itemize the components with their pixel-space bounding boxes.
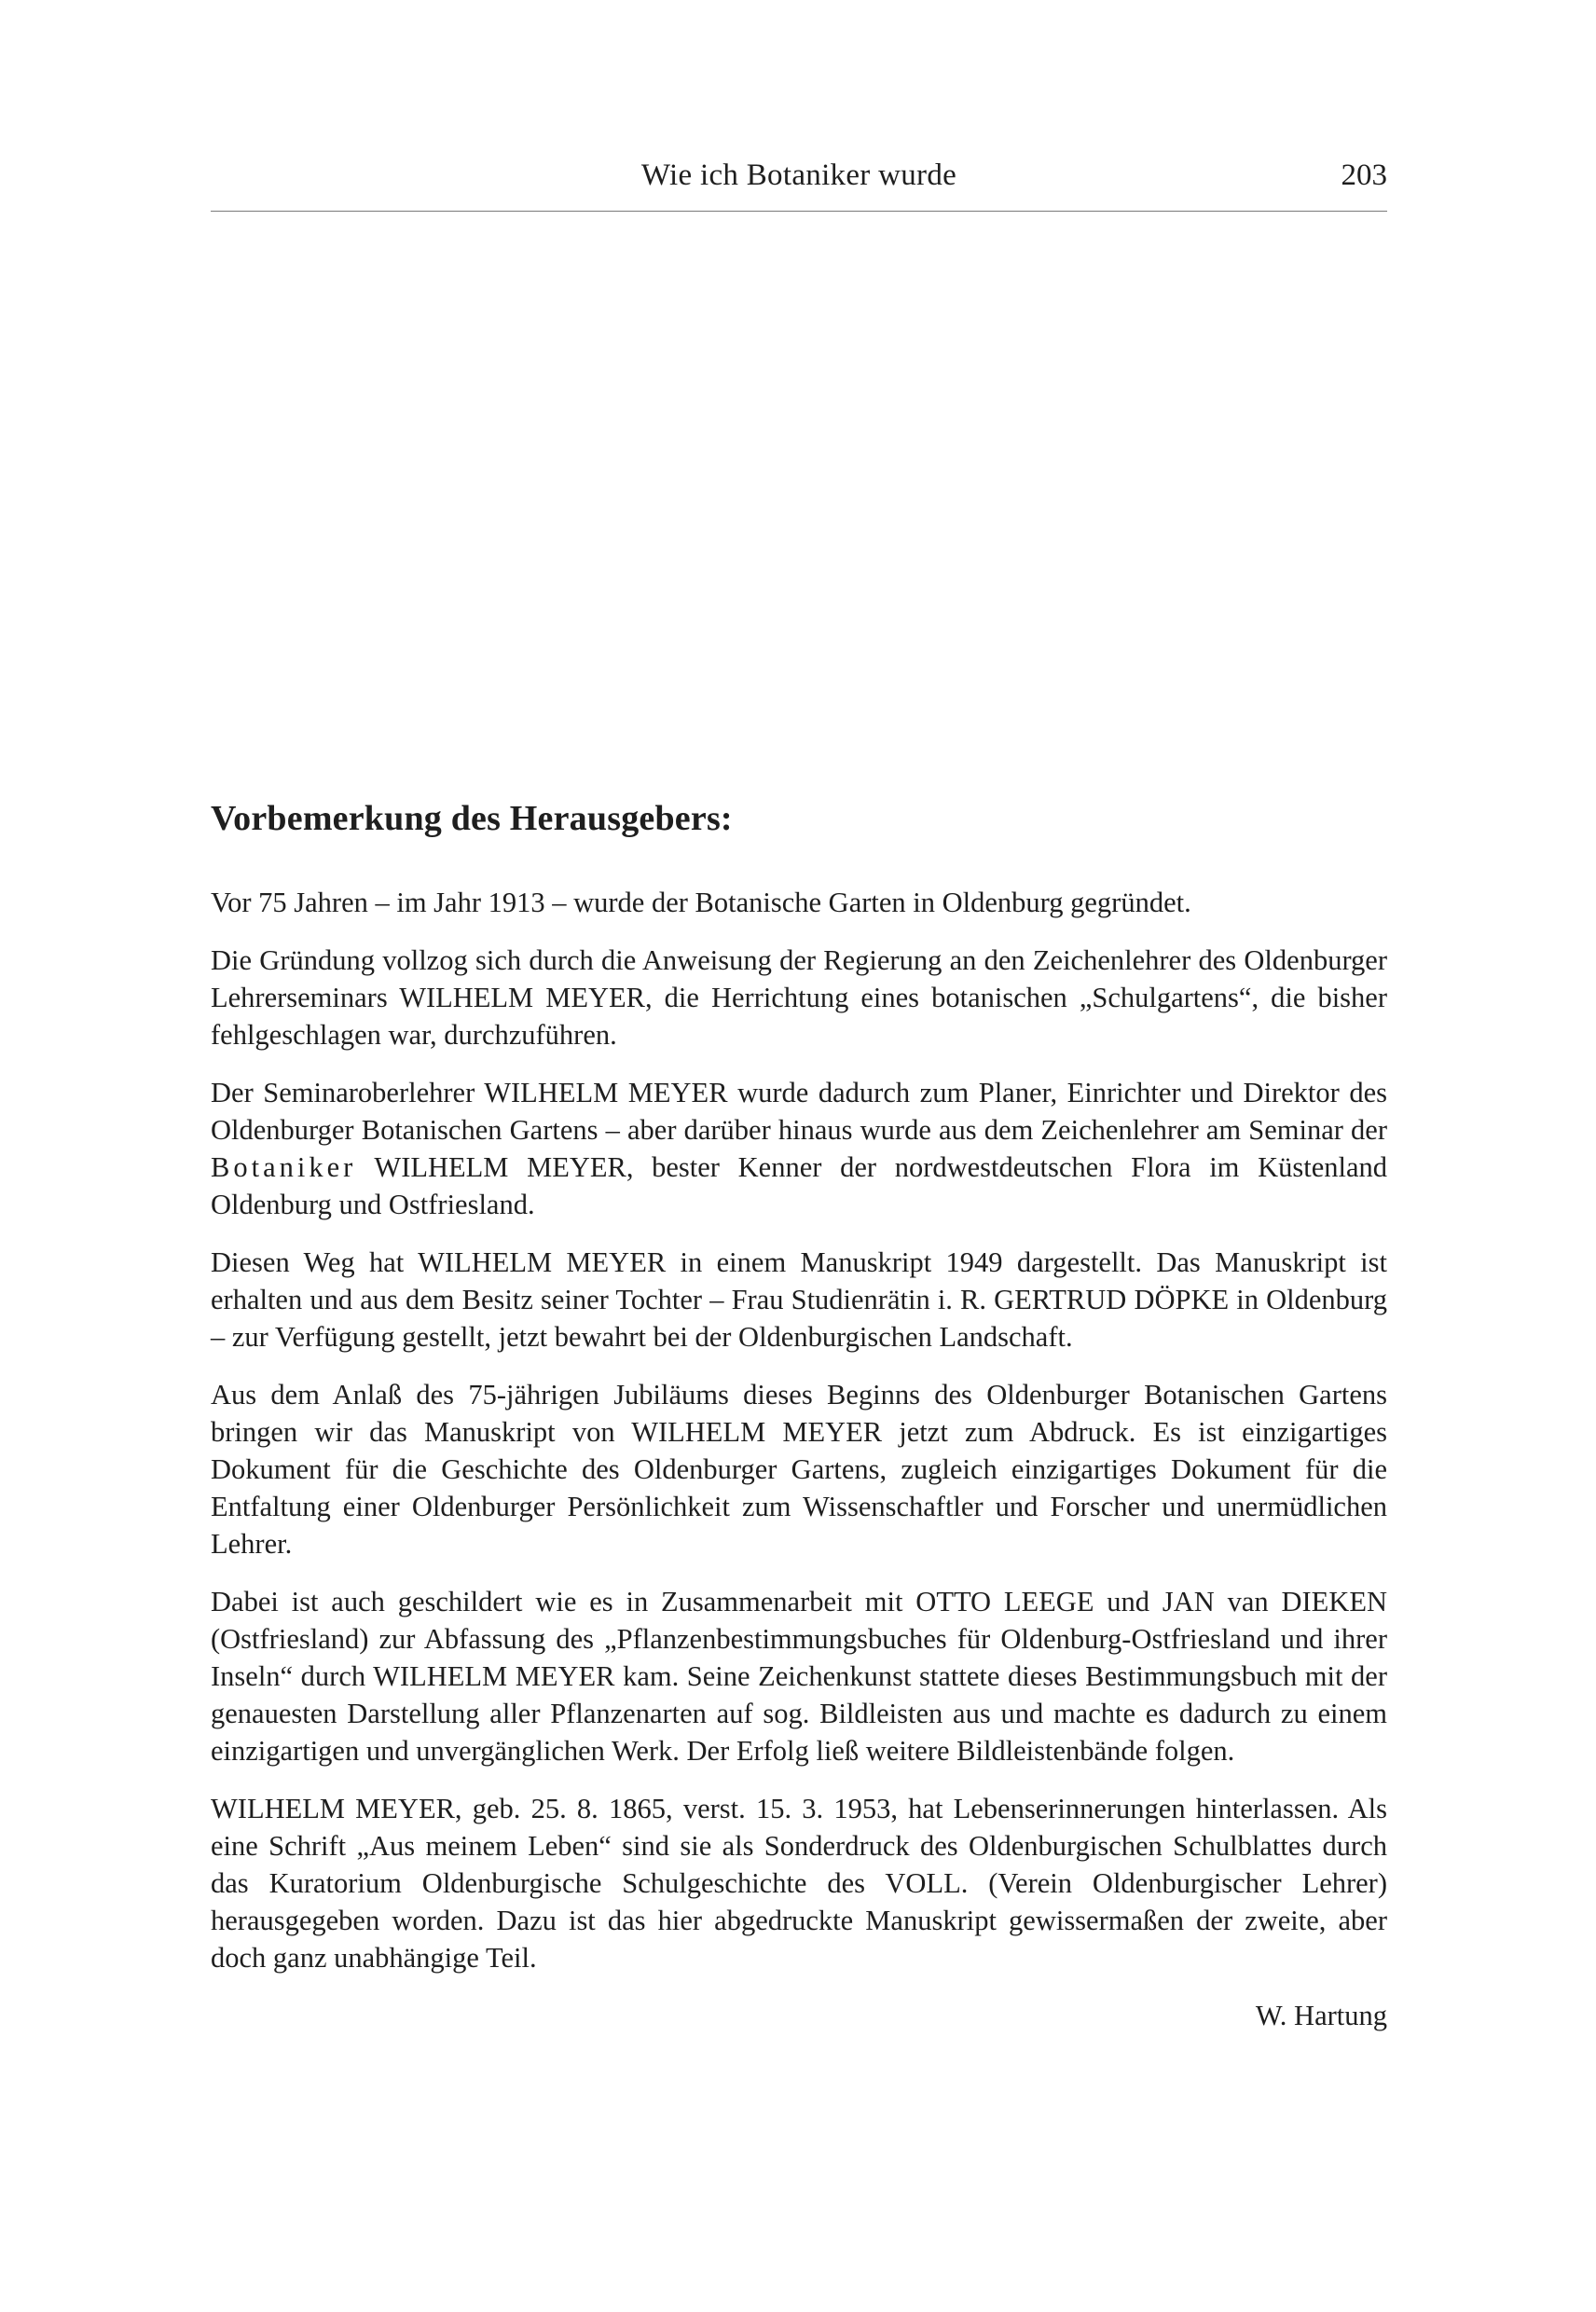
page-number: 203 (1341, 158, 1387, 192)
signature: W. Hartung (1255, 1999, 1387, 2031)
paragraph-2: Die Gründung vollzog sich durch die Anweisung der Regierung an den Zeichenlehrer des Oldenburger Lehrerseminars WILHELM MEYER, die Herrichtung eines botanischen „Schulgartens“, die bisher fehlgeschlagen war, durchzuführen. (211, 943, 1387, 1051)
main-content (211, 798, 1387, 2034)
running-title: Wie ich Botaniker wurde (640, 158, 957, 192)
running-header (211, 155, 1387, 212)
paragraph-6: Dabei ist auch geschildert wie es in Zusammenarbeit mit OTTO LEEGE und JAN van DIEKEN (Ostfriesland) zur Abfassung des „Pflanzenbestimmungsbuches für Oldenburg-Ostfriesland und ihrer Inseln“ durch WILHELM MEYER kam. Seine Zeichenkunst stattete dieses Bestimmungsbuch mit der genauesten Darstellung aller Pflanzenarten auf sog. Bildleisten aus und machte es dadurch zu einem einzigartigen und unvergänglichen Werk. Der Erfolg ließ weitere Bildleistenbände folgen. (211, 1585, 1387, 1767)
paragraph-3-part-2: WILHELM MEYER, bester Kenner der nordwestdeutschen Flora im Küstenland Oldenburg und Ostfriesland. (211, 1150, 1388, 1220)
paragraph-5: Aus dem Anlaß des 75-jährigen Jubiläums dieses Beginns des Oldenburger Botanischen Gartens bringen wir das Manuskript von WILHELM MEYER jetzt zum Abdruck. Es ist einzigartiges Dokument für die Geschichte des Oldenburger Gartens, zugleich einzigartiges Dokument für die Entfaltung einer Oldenburger Persönlichkeit zum Wissenschaftler und Forscher und unermüdlichen Lehrer. (211, 1378, 1387, 1560)
paragraph-4: Diesen Weg hat WILHELM MEYER in einem Manuskript 1949 dargestellt. Das Manuskript ist erhalten und aus dem Besitz seiner Tochter – Frau Studienrätin i. R. GERTRUD DÖPKE in Oldenburg – zur Verfügung gestellt, jetzt bewahrt bei der Oldenburgischen Landschaft. (211, 1245, 1387, 1353)
paragraph-7: WILHELM MEYER, geb. 25. 8. 1865, verst. 15. 3. 1953, hat Lebenserinnerungen hinterlassen. Als eine Schrift „Aus meinem Leben“ sind sie als Sonderdruck des Oldenburgischen Schulblattes durch das Kuratorium Oldenburgische Schulgeschichte des VOLL. (Verein Oldenburgischer Lehrer) herausgegeben worden. Dazu ist das hier abgedruckte Manuskript gewissermaßen der zweite, aber doch ganz unabhängige Teil. (211, 1792, 1387, 1974)
paragraph-1: Vor 75 Jahren – im Jahr 1913 – wurde der Botanische Garten in Oldenburg gegründet. (211, 886, 1191, 918)
emphasis-botaniker: Botaniker (211, 1150, 357, 1183)
paragraph-3 (211, 1074, 1387, 1223)
section-heading: Vorbemerkung des Herausgebers: (211, 799, 733, 838)
paragraph-3-part-1: Der Seminaroberlehrer WILHELM MEYER wurde dadurch zum Planer, Einrichter und Direktor des Oldenburger Botanischen Gartens – aber darüber hinaus wurde aus dem Zeichenlehrer am Seminar der (211, 1076, 1387, 1146)
